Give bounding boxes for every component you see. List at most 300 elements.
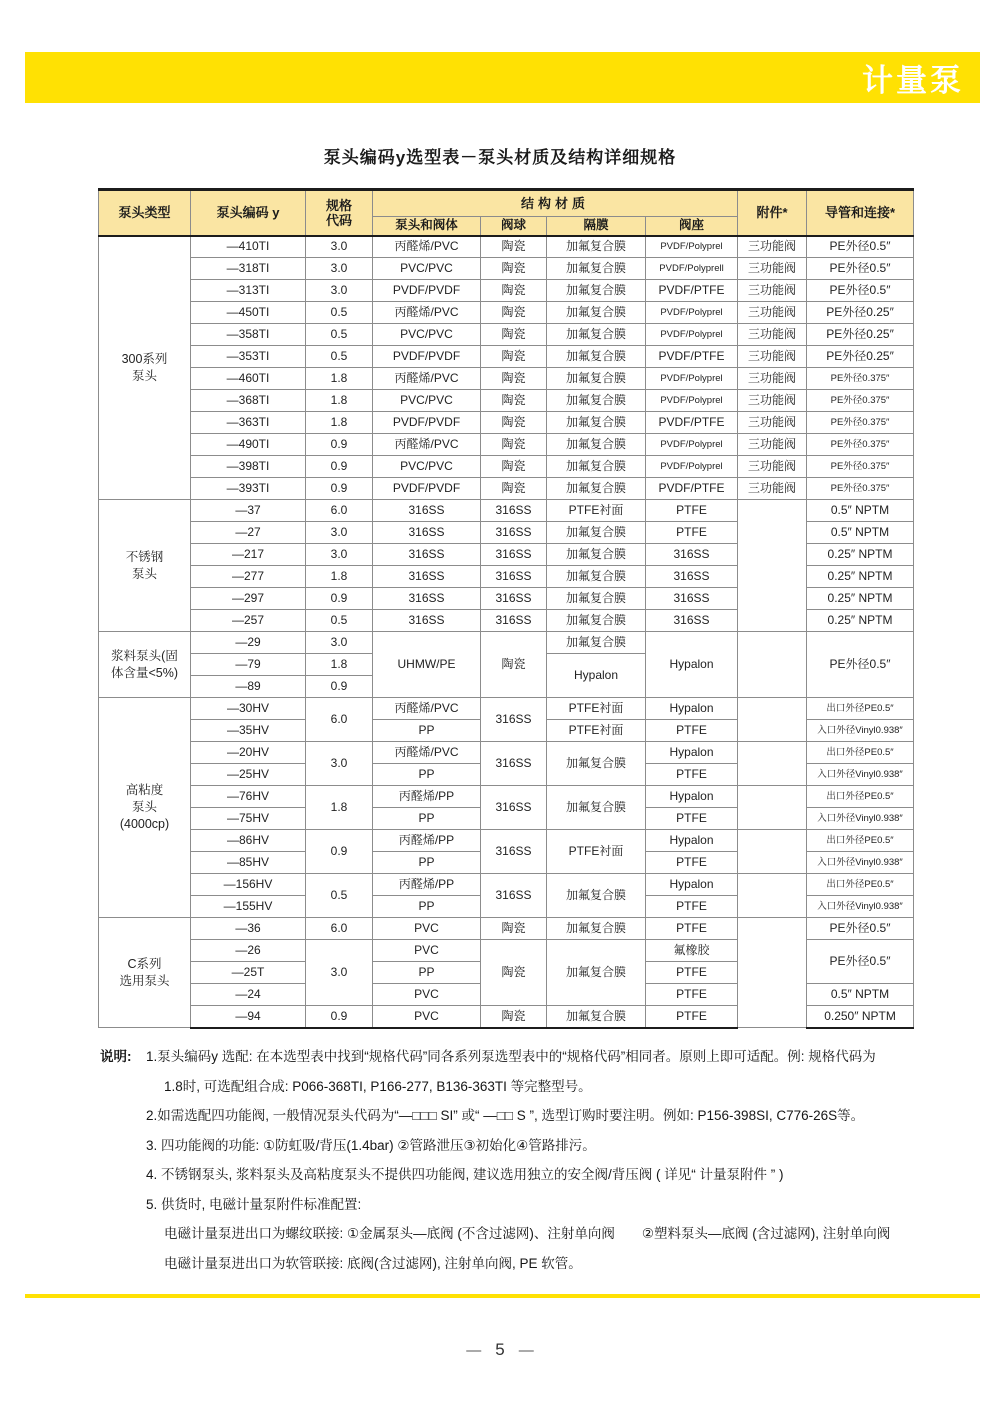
table-cell: PVC: [373, 984, 481, 1006]
table-cell: 加氟复合膜: [547, 280, 646, 302]
table-cell: 三功能阀: [738, 236, 807, 258]
table-cell: 陶瓷: [481, 324, 547, 346]
table-cell: PVC/PVC: [373, 324, 481, 346]
table-cell: UHMW/PE: [373, 632, 481, 698]
table-cell: PVDF/Polyprel: [646, 236, 738, 258]
section-label: 300系列 泵头: [99, 236, 191, 500]
table-cell: PE外径0.375″: [807, 456, 914, 478]
table-row: [99, 434, 914, 456]
table-cell: 三功能阀: [738, 280, 807, 302]
table-cell: PTFE衬面: [547, 500, 646, 522]
table-cell: 加氟复合膜: [547, 522, 646, 544]
table-cell: PVC/PVC: [373, 258, 481, 280]
table-cell: PTFE: [646, 522, 738, 544]
table-cell: 陶瓷: [481, 478, 547, 500]
table-cell: 316SS: [373, 544, 481, 566]
header-tubing-connection: 导管和连接*: [807, 190, 914, 236]
table-cell: [738, 500, 807, 632]
table-cell: 0.250″ NPTM: [807, 1006, 914, 1028]
table-cell: 三功能阀: [738, 412, 807, 434]
table-cell: —27: [191, 522, 306, 544]
table-cell: 316SS: [481, 698, 547, 742]
page-title: 泵头编码y选型表－泵头材质及结构详细规格: [323, 148, 677, 167]
table-cell: PE外径0.5″: [807, 940, 914, 984]
table-cell: 入口外径Vinyl0.938″: [807, 808, 914, 830]
table-cell: PP: [373, 896, 481, 918]
table-cell: 316SS: [481, 874, 547, 918]
pump-head-table: [98, 188, 914, 1029]
section-label: 浆料泵头(固 体含量<5%): [99, 632, 191, 698]
table-cell: [738, 874, 807, 918]
table-cell: —89: [191, 676, 306, 698]
section-label: 高粘度 泵头 (4000cp): [99, 698, 191, 918]
table-cell: 加氟复合膜: [547, 478, 646, 500]
table-cell: PVDF/PVDF: [373, 346, 481, 368]
table-cell: —313TI: [191, 280, 306, 302]
table-cell: 出口外径PE0.5″: [807, 874, 914, 896]
header-band: [25, 52, 980, 103]
table-cell: PTFE: [646, 984, 738, 1006]
table-cell: 出口外径PE0.5″: [807, 698, 914, 720]
table-cell: 陶瓷: [481, 456, 547, 478]
table-cell: 0.5: [306, 302, 373, 324]
table-cell: —36: [191, 918, 306, 940]
table-cell: PVDF/Polyprel: [646, 390, 738, 412]
table-cell: PP: [373, 852, 481, 874]
note-line: 5. 供货时, 电磁计量泵附件标准配置:: [146, 1196, 362, 1212]
table-cell: 0.9: [306, 676, 373, 698]
table-row: [99, 368, 914, 390]
table-cell: [738, 698, 807, 742]
table-row: [99, 258, 914, 280]
table-cell: PVDF/PVDF: [373, 412, 481, 434]
table-cell: PVDF/PTFE: [646, 280, 738, 302]
table-cell: —94: [191, 1006, 306, 1028]
table-cell: PTFE衬面: [547, 720, 646, 742]
table-cell: 3.0: [306, 544, 373, 566]
table-cell: PVC/PVC: [373, 390, 481, 412]
table-cell: 316SS: [373, 500, 481, 522]
table-cell: 加氟复合膜: [547, 258, 646, 280]
table-cell: 1.8: [306, 368, 373, 390]
table-row: [99, 302, 914, 324]
table-cell: —155HV: [191, 896, 306, 918]
table-cell: —450TI: [191, 302, 306, 324]
table-cell: PE外径0.375″: [807, 412, 914, 434]
table-cell: PVDF/PTFE: [646, 346, 738, 368]
table-cell: 出口外径PE0.5″: [807, 830, 914, 852]
table-cell: 0.9: [306, 478, 373, 500]
table-cell: 陶瓷: [481, 368, 547, 390]
table-cell: PTFE: [646, 500, 738, 522]
table-cell: 0.5: [306, 610, 373, 632]
table-cell: 316SS: [646, 610, 738, 632]
table-cell: 加氟复合膜: [547, 236, 646, 258]
table-cell: 316SS: [481, 830, 547, 874]
table-cell: 三功能阀: [738, 390, 807, 412]
header-pump-code: 泵头编码 y: [191, 190, 306, 236]
table-cell: —363TI: [191, 412, 306, 434]
table-cell: 6.0: [306, 698, 373, 742]
table-cell: —490TI: [191, 434, 306, 456]
brand-title: 计量泵: [862, 63, 964, 98]
table-cell: 陶瓷: [481, 918, 547, 940]
table-cell: PTFE: [646, 852, 738, 874]
table-cell: —26: [191, 940, 306, 962]
table-cell: 3.0: [306, 522, 373, 544]
table-cell: PE外径0.5″: [807, 236, 914, 258]
table-cell: 0.9: [306, 588, 373, 610]
table-cell: PVDF/PVDF: [373, 280, 481, 302]
table-cell: —398TI: [191, 456, 306, 478]
table-cell: 1.8: [306, 566, 373, 588]
table-cell: 加氟复合膜: [547, 786, 646, 830]
table-cell: 0.5: [306, 324, 373, 346]
table-cell: 入口外径Vinyl0.938″: [807, 896, 914, 918]
table-cell: 6.0: [306, 918, 373, 940]
table-cell: PE外径0.375″: [807, 368, 914, 390]
table-cell: 316SS: [373, 588, 481, 610]
table-cell: 3.0: [306, 236, 373, 258]
table-cell: Hypalon: [646, 874, 738, 896]
table-cell: 丙醛烯/PVC: [373, 698, 481, 720]
table-cell: —85HV: [191, 852, 306, 874]
table-cell: PE外径0.5″: [807, 632, 914, 698]
table-cell: PE外径0.375″: [807, 478, 914, 500]
table-cell: 三功能阀: [738, 368, 807, 390]
table-cell: [738, 830, 807, 874]
table-cell: 陶瓷: [481, 940, 547, 1006]
table-cell: 0.5: [306, 874, 373, 918]
table-row: [99, 236, 914, 258]
table-cell: PVC: [373, 940, 481, 962]
table-cell: 陶瓷: [481, 632, 547, 698]
table-cell: —318TI: [191, 258, 306, 280]
note-line: 4. 不锈钢泵头, 浆料泵头及高粘度泵头不提供四功能阀, 建议选用独立的安全阀/背压阀 ( 详见“ 计量泵附件 ” ): [146, 1167, 784, 1182]
table-cell: 丙醛烯/PVC: [373, 368, 481, 390]
table-cell: 316SS: [646, 588, 738, 610]
table-row: [99, 280, 914, 302]
table-cell: [738, 742, 807, 786]
table-cell: 出口外径PE0.5″: [807, 742, 914, 764]
table-cell: —86HV: [191, 830, 306, 852]
note-line: 电磁计量泵进出口为软管联接: 底阀(含过滤网), 注射单向阀, PE 软管。: [164, 1255, 582, 1271]
table-cell: —460TI: [191, 368, 306, 390]
table-cell: 3.0: [306, 632, 373, 654]
table-cell: 丙醛烯/PP: [373, 874, 481, 896]
table-cell: 3.0: [306, 280, 373, 302]
table-cell: 0.9: [306, 830, 373, 874]
table-cell: Hypalon: [646, 742, 738, 764]
table-cell: 316SS: [481, 500, 547, 522]
table-cell: PTFE: [646, 1006, 738, 1028]
table-row: [99, 500, 914, 522]
table-cell: 加氟复合膜: [547, 434, 646, 456]
table-cell: 3.0: [306, 742, 373, 786]
table-cell: —25T: [191, 962, 306, 984]
header-valve-seat: 阀座: [646, 217, 738, 236]
table-cell: 加氟复合膜: [547, 346, 646, 368]
table-cell: 加氟复合膜: [547, 874, 646, 918]
table-cell: PTFE: [646, 962, 738, 984]
table-cell: 三功能阀: [738, 346, 807, 368]
section-label: C系列 选用泵头: [99, 918, 191, 1028]
header-pump-head-valve-body: 泵头和阀体: [373, 217, 481, 236]
table-cell: 丙醛烯/PVC: [373, 434, 481, 456]
table-cell: Hypalon: [547, 654, 646, 698]
table-cell: 0.9: [306, 456, 373, 478]
table-cell: PVC: [373, 1006, 481, 1028]
page-number-dash-right: —: [518, 1342, 534, 1359]
table-cell: —75HV: [191, 808, 306, 830]
header-structure-material: 结构材质: [373, 190, 738, 217]
table-cell: PTFE: [646, 764, 738, 786]
table-cell: 1.8: [306, 390, 373, 412]
notes-section: [100, 1042, 960, 1278]
table-cell: 丙醛烯/PP: [373, 830, 481, 852]
table-cell: 陶瓷: [481, 258, 547, 280]
table-cell: 0.9: [306, 434, 373, 456]
table-cell: 316SS: [481, 566, 547, 588]
table-cell: 316SS: [373, 522, 481, 544]
table-cell: PTFE衬面: [547, 830, 646, 874]
table-cell: 0.5″ NPTM: [807, 984, 914, 1006]
table-cell: 丙醛烯/PVC: [373, 742, 481, 764]
table-cell: [738, 918, 807, 1028]
page-number-dash-left: —: [466, 1342, 482, 1359]
table-cell: 316SS: [646, 544, 738, 566]
table-cell: PE外径0.25″: [807, 302, 914, 324]
table-cell: PE外径0.5″: [807, 258, 914, 280]
table-cell: 三功能阀: [738, 434, 807, 456]
pump-table-body: [99, 236, 914, 1028]
table-cell: 1.8: [306, 786, 373, 830]
table-cell: —297: [191, 588, 306, 610]
table-cell: —257: [191, 610, 306, 632]
note-line: 1.泵头编码y 选配: 在本选型表中找到“规格代码”同各系列泵选型表中的“规格代码”相同者。原则上即可适配。例: 规格代码为: [146, 1049, 876, 1064]
table-cell: —358TI: [191, 324, 306, 346]
table-cell: 0.5″ NPTM: [807, 522, 914, 544]
table-row: [99, 698, 914, 720]
table-cell: 入口外径Vinyl0.938″: [807, 764, 914, 786]
table-cell: 入口外径Vinyl0.938″: [807, 852, 914, 874]
table-cell: 三功能阀: [738, 302, 807, 324]
table-cell: 0.25″ NPTM: [807, 566, 914, 588]
table-cell: 316SS: [481, 742, 547, 786]
table-cell: 加氟复合膜: [547, 390, 646, 412]
table-row: [99, 632, 914, 654]
table-cell: 陶瓷: [481, 280, 547, 302]
table-row: [99, 742, 914, 764]
table-cell: 丙醛烯/PVC: [373, 236, 481, 258]
table-cell: —217: [191, 544, 306, 566]
table-cell: Hypalon: [646, 786, 738, 808]
table-cell: 0.25″ NPTM: [807, 610, 914, 632]
notes-label: 说明:: [100, 1049, 132, 1064]
section-label: 不锈钢 泵头: [99, 500, 191, 632]
table-cell: 三功能阀: [738, 258, 807, 280]
table-cell: 加氟复合膜: [547, 544, 646, 566]
table-cell: 三功能阀: [738, 456, 807, 478]
table-row: [99, 390, 914, 412]
table-cell: 316SS: [481, 786, 547, 830]
table-cell: —277: [191, 566, 306, 588]
table-cell: PVDF/PVDF: [373, 478, 481, 500]
table-cell: 陶瓷: [481, 302, 547, 324]
table-cell: 加氟复合膜: [547, 302, 646, 324]
note-line: 电磁计量泵进出口为螺纹联接: ①金属泵头—底阀 (不含过滤网)、注射单向阀 ②塑料泵头—底阀 (含过滤网), 注射单向阀: [164, 1226, 891, 1241]
table-cell: 陶瓷: [481, 412, 547, 434]
table-cell: —76HV: [191, 786, 306, 808]
table-cell: 加氟复合膜: [547, 940, 646, 1006]
table-cell: PE外径0.375″: [807, 390, 914, 412]
table-cell: 1.8: [306, 654, 373, 676]
table-row: [99, 918, 914, 940]
table-cell: 3.0: [306, 258, 373, 280]
table-cell: 316SS: [646, 566, 738, 588]
table-cell: PVC: [373, 918, 481, 940]
table-cell: 陶瓷: [481, 346, 547, 368]
table-cell: 加氟复合膜: [547, 566, 646, 588]
table-row: [99, 324, 914, 346]
table-cell: PE外径0.375″: [807, 434, 914, 456]
table-cell: 加氟复合膜: [547, 412, 646, 434]
table-cell: 陶瓷: [481, 390, 547, 412]
table-cell: PP: [373, 808, 481, 830]
table-cell: 316SS: [481, 544, 547, 566]
table-cell: [738, 786, 807, 830]
table-cell: PP: [373, 962, 481, 984]
table-cell: —29: [191, 632, 306, 654]
table-cell: 三功能阀: [738, 478, 807, 500]
table-cell: PVDF/Polyprell: [646, 258, 738, 280]
table-cell: 三功能阀: [738, 324, 807, 346]
table-cell: 6.0: [306, 500, 373, 522]
table-cell: 316SS: [481, 610, 547, 632]
table-row: [99, 874, 914, 896]
table-cell: PP: [373, 764, 481, 786]
table-cell: 316SS: [481, 588, 547, 610]
table-cell: PE外径0.5″: [807, 918, 914, 940]
note-line: 2.如需选配四功能阀, 一般情况泵头代码为“—□□□ SI” 或“ —□□ S ”, 选型订购时要注明。例如: P156-398SI, C776-26S等。: [146, 1108, 865, 1123]
note-line: 1.8时, 可选配组合成: P066-368TI, P166-277, B136-363TI 等完整型号。: [164, 1078, 592, 1094]
table-cell: PVDF/PTFE: [646, 412, 738, 434]
table-cell: 加氟复合膜: [547, 588, 646, 610]
table-cell: 0.5″ NPTM: [807, 500, 914, 522]
table-cell: —368TI: [191, 390, 306, 412]
table-cell: PTFE衬面: [547, 698, 646, 720]
table-cell: —393TI: [191, 478, 306, 500]
table-cell: 316SS: [373, 566, 481, 588]
table-cell: —37: [191, 500, 306, 522]
table-cell: 丙醛烯/PP: [373, 786, 481, 808]
footer-rule: [25, 1294, 980, 1298]
table-row: [99, 786, 914, 808]
table-cell: —24: [191, 984, 306, 1006]
table-cell: 加氟复合膜: [547, 918, 646, 940]
table-cell: 加氟复合膜: [547, 1006, 646, 1028]
table-row: [99, 478, 914, 500]
table-cell: 氟橡胶: [646, 940, 738, 962]
header-spec-line2: 代码: [325, 212, 352, 228]
table-cell: —353TI: [191, 346, 306, 368]
table-cell: PE外径0.25″: [807, 324, 914, 346]
table-cell: —156HV: [191, 874, 306, 896]
table-cell: 1.8: [306, 412, 373, 434]
table-cell: 陶瓷: [481, 1006, 547, 1028]
table-cell: 316SS: [373, 610, 481, 632]
header-diaphragm: 隔膜: [547, 217, 646, 236]
table-cell: 3.0: [306, 940, 373, 1006]
table-cell: 出口外径PE0.5″: [807, 786, 914, 808]
table-cell: 加氟复合膜: [547, 368, 646, 390]
table-cell: 加氟复合膜: [547, 610, 646, 632]
table-cell: 0.5: [306, 346, 373, 368]
table-cell: PP: [373, 720, 481, 742]
table-row: [99, 830, 914, 852]
table-cell: —35HV: [191, 720, 306, 742]
note-line: 3. 四功能阀的功能: ①防虹吸/背压(1.4bar) ②管路泄压③初始化④管路排污。: [146, 1137, 596, 1153]
table-cell: PE外径0.25″: [807, 346, 914, 368]
table-cell: PTFE: [646, 720, 738, 742]
header-accessory: 附件*: [738, 190, 807, 236]
table-cell: 316SS: [481, 522, 547, 544]
table-cell: Hypalon: [646, 632, 738, 698]
table-cell: 0.25″ NPTM: [807, 588, 914, 610]
table-cell: 加氟复合膜: [547, 632, 646, 654]
table-cell: 陶瓷: [481, 434, 547, 456]
table-cell: —410TI: [191, 236, 306, 258]
table-cell: PVDF/Polyprel: [646, 302, 738, 324]
header-pump-type: 泵头类型: [99, 190, 191, 236]
table-cell: —30HV: [191, 698, 306, 720]
table-cell: PVDF/Polyprel: [646, 368, 738, 390]
table-cell: PE外径0.5″: [807, 280, 914, 302]
table-cell: 加氟复合膜: [547, 456, 646, 478]
table-cell: —79: [191, 654, 306, 676]
table-cell: —25HV: [191, 764, 306, 786]
table-cell: 加氟复合膜: [547, 742, 646, 786]
table-row: [99, 412, 914, 434]
header-spec-code: [306, 190, 373, 236]
table-cell: PVDF/PTFE: [646, 478, 738, 500]
table-cell: Hypalon: [646, 698, 738, 720]
notes-lines: [100, 1042, 960, 1278]
table-cell: PTFE: [646, 808, 738, 830]
table-row: [99, 346, 914, 368]
page-number-value: 5: [495, 1340, 505, 1359]
table-cell: Hypalon: [646, 830, 738, 852]
table-cell: 丙醛烯/PVC: [373, 302, 481, 324]
table-cell: PTFE: [646, 896, 738, 918]
table-row: [99, 456, 914, 478]
table-cell: PVDF/Polyprel: [646, 434, 738, 456]
table-cell: [738, 632, 807, 698]
table-cell: PTFE: [646, 918, 738, 940]
table-cell: —20HV: [191, 742, 306, 764]
table-cell: 0.9: [306, 1006, 373, 1028]
table-cell: PVC/PVC: [373, 456, 481, 478]
table-cell: 入口外径Vinyl0.938″: [807, 720, 914, 742]
table-cell: 陶瓷: [481, 236, 547, 258]
table-cell: 0.25″ NPTM: [807, 544, 914, 566]
page-number: [0, 1340, 1000, 1360]
table-cell: 加氟复合膜: [547, 324, 646, 346]
header-valve-ball: 阀球: [481, 217, 547, 236]
table-cell: PVDF/Polyprel: [646, 456, 738, 478]
header-spec-line1: 规格: [325, 197, 352, 213]
table-cell: PVDF/Polyprel: [646, 324, 738, 346]
